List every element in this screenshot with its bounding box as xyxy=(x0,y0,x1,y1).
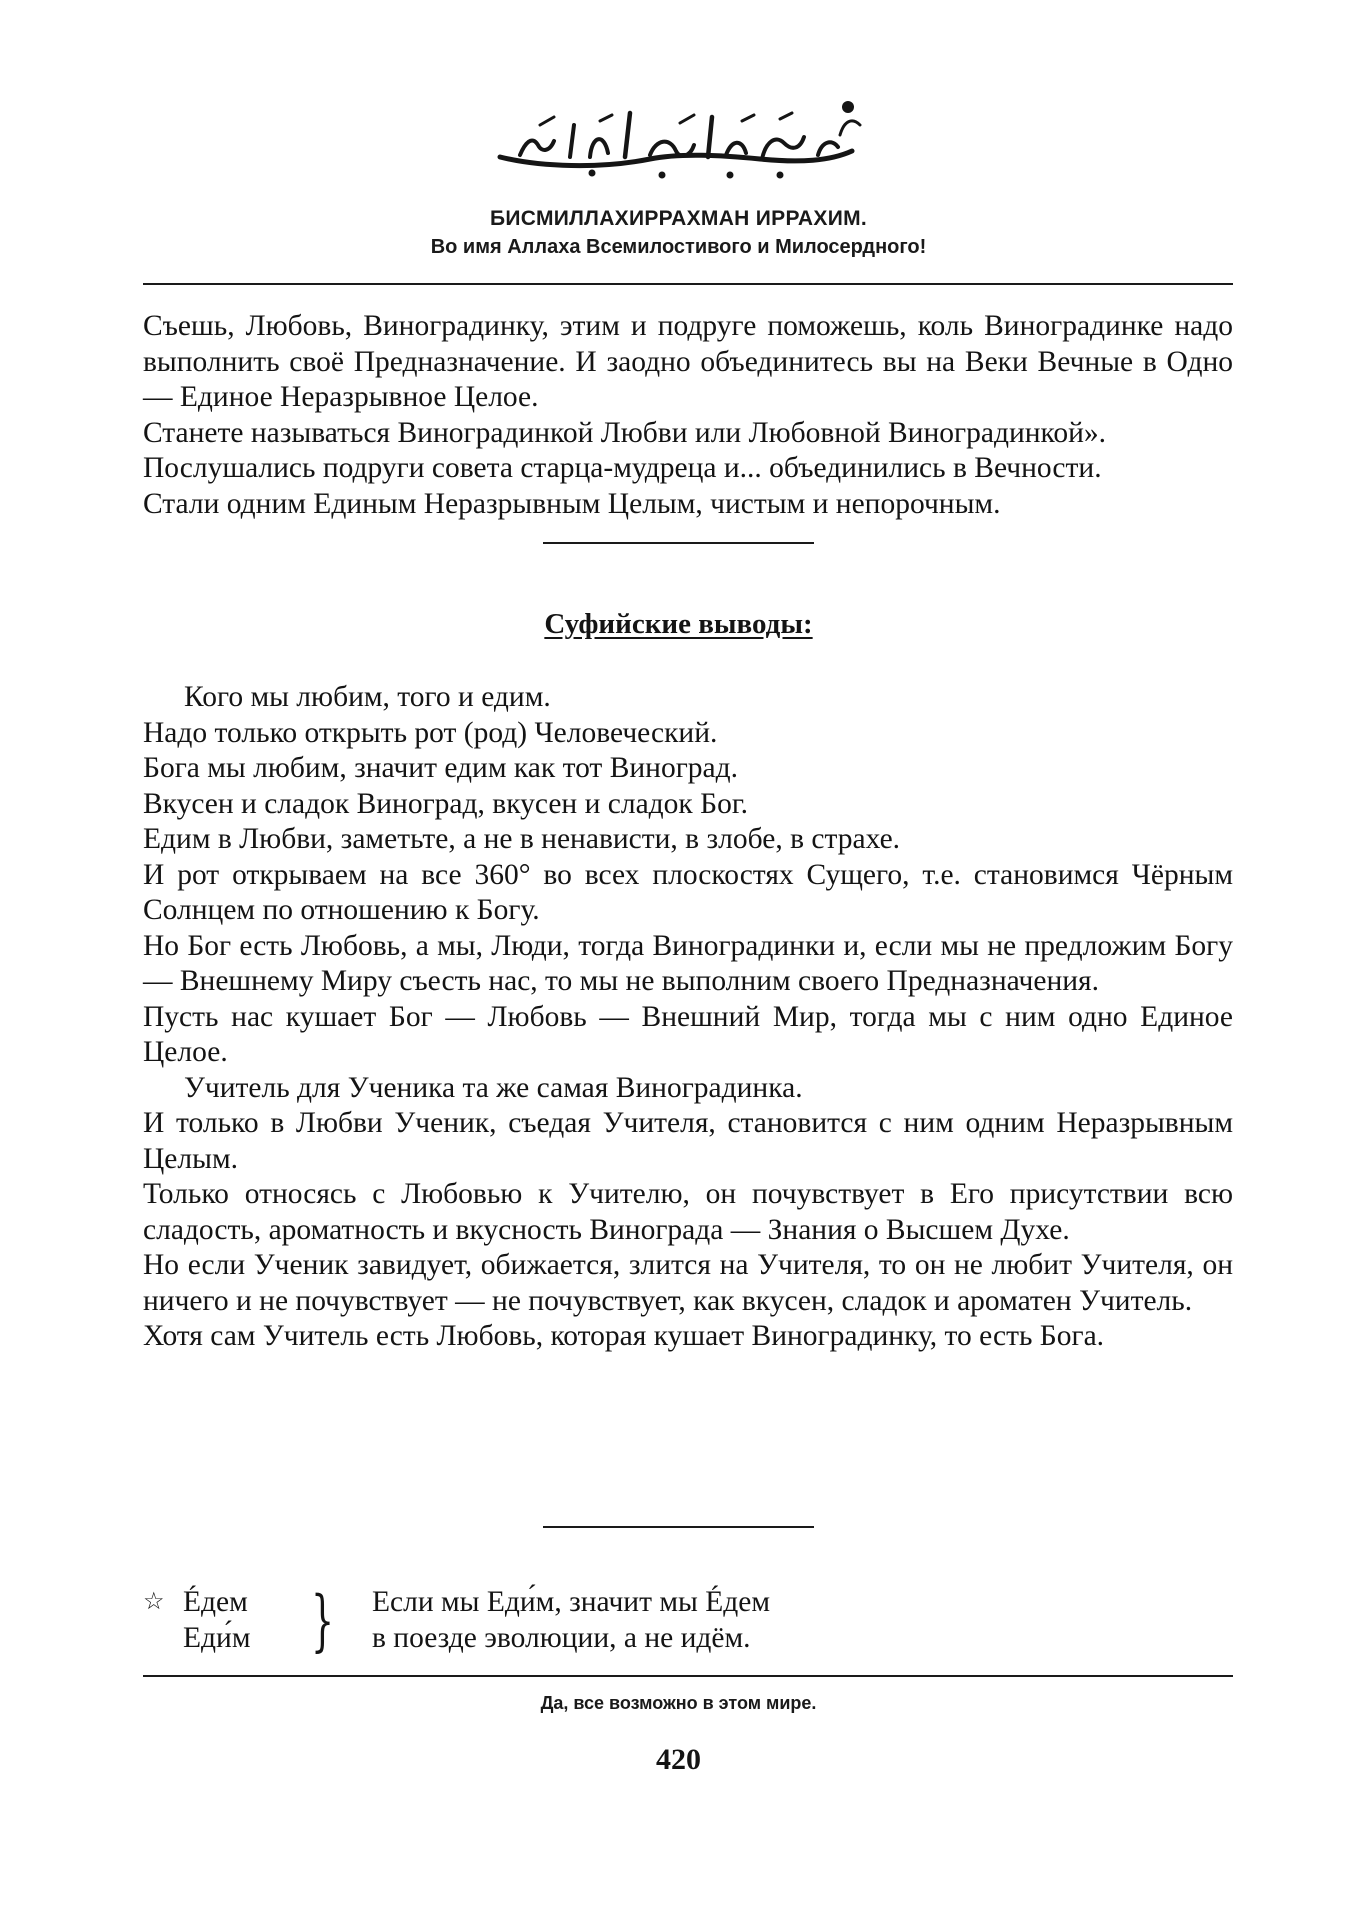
header-title: БИСМИЛЛАХИРРАХМАН ИРРАХИМ. xyxy=(489,207,868,230)
paragraph: И рот открываем на все 360° во всех плоскостях Сущего, т.е. становимся Чёрным Солнцем по отношению к Богу. xyxy=(143,858,1233,926)
section-divider xyxy=(543,1526,814,1528)
paragraph: Кого мы любим, того и едим. xyxy=(184,681,551,713)
wordplay-line: в поезде эволюции, а не идём. xyxy=(372,1621,751,1654)
wordplay-word: Еди́м xyxy=(183,1621,251,1654)
paragraph: Бога мы любим, значит едим как тот Виноград. xyxy=(143,752,739,784)
conclusions-text xyxy=(143,680,1233,1355)
paragraph: Хотя сам Учитель есть Любовь, которая кушает Виноградинку, то есть Бога. xyxy=(143,1320,1105,1352)
paragraph: Пусть нас кушает Бог — Любовь — Внешний Мир, тогда мы с ним одно Единое Целое. xyxy=(143,1000,1233,1068)
paragraph: Вкусен и сладок Виноград, вкусен и сладок Бог. xyxy=(143,787,748,820)
paragraph: Учитель для Ученика та же самая Виноградинка. xyxy=(184,1071,803,1104)
paragraph: Но Бог есть Любовь, а мы, Люди, тогда Виноградинки и, если мы не предложим Богу — Внешнему Миру съесть нас, то мы не выполним своего Предназначения. xyxy=(143,929,1233,997)
paragraph: И только в Любви Ученик, съедая Учителя, становится с ним одним Неразрывным Целым. xyxy=(143,1107,1233,1175)
wordplay-note xyxy=(143,1582,1233,1665)
paragraph: Послушались подруги совета старца-мудреца и... объединились в Вечности. xyxy=(143,452,1102,484)
paragraph: Только относясь с Любовью к Учителю, он почувствует в Его присутствии всю сладость, ароматность и вкусность Винограда — Знания о Высшем Духе. xyxy=(143,1178,1233,1246)
header-subtitle: Во имя Аллаха Всемилостивого и Милосердного! xyxy=(430,236,927,258)
wordplay-words xyxy=(183,1585,250,1656)
paragraph: Надо только открыть рот (род) Человеческий. xyxy=(143,716,718,749)
paragraph: Едим в Любви, заметьте, а не в ненависти, в злобе, в страхе. xyxy=(143,823,901,855)
paragraph: Съешь, Любовь, Виноградинку, этим и подруге поможешь, коль Виноградинке надо выполнить своё Предназначение. И заодно объединитесь вы на Веки Вечные в Одно — Единое Неразрывное Целое. xyxy=(143,310,1233,413)
star-icon: ☆ xyxy=(143,1589,165,1615)
story-ending xyxy=(143,309,1233,522)
wordplay-word: Éдем xyxy=(183,1586,248,1618)
section-divider xyxy=(543,542,814,544)
footer-divider xyxy=(143,1675,1233,1677)
paragraph: Стали одним Единым Неразрывным Целым, чистым и непорочным. xyxy=(143,487,1001,520)
wordplay-line: Если мы Еди́м, значит мы Éдем xyxy=(372,1586,770,1618)
page-number: 420 xyxy=(656,1743,701,1776)
conclusions-title: Суфийские выводы: xyxy=(544,608,813,640)
paragraph: Станете называться Виноградинкой Любви или Любовной Виноградинкой». xyxy=(143,416,1107,449)
footer-note: Да, все возможно в этом мире. xyxy=(540,1693,817,1713)
curly-brace-icon: } xyxy=(311,1582,335,1659)
header-divider xyxy=(143,283,1233,285)
paragraph: Но если Ученик завидует, обижается, злится на Учителя, то он не любит Учителя, он ничего и не почувствует — не почувствует, как вкусен, сладок и ароматен Учитель. xyxy=(143,1249,1233,1317)
bismillah-calligraphy-icon xyxy=(480,95,880,185)
wordplay-explanation xyxy=(372,1585,770,1656)
